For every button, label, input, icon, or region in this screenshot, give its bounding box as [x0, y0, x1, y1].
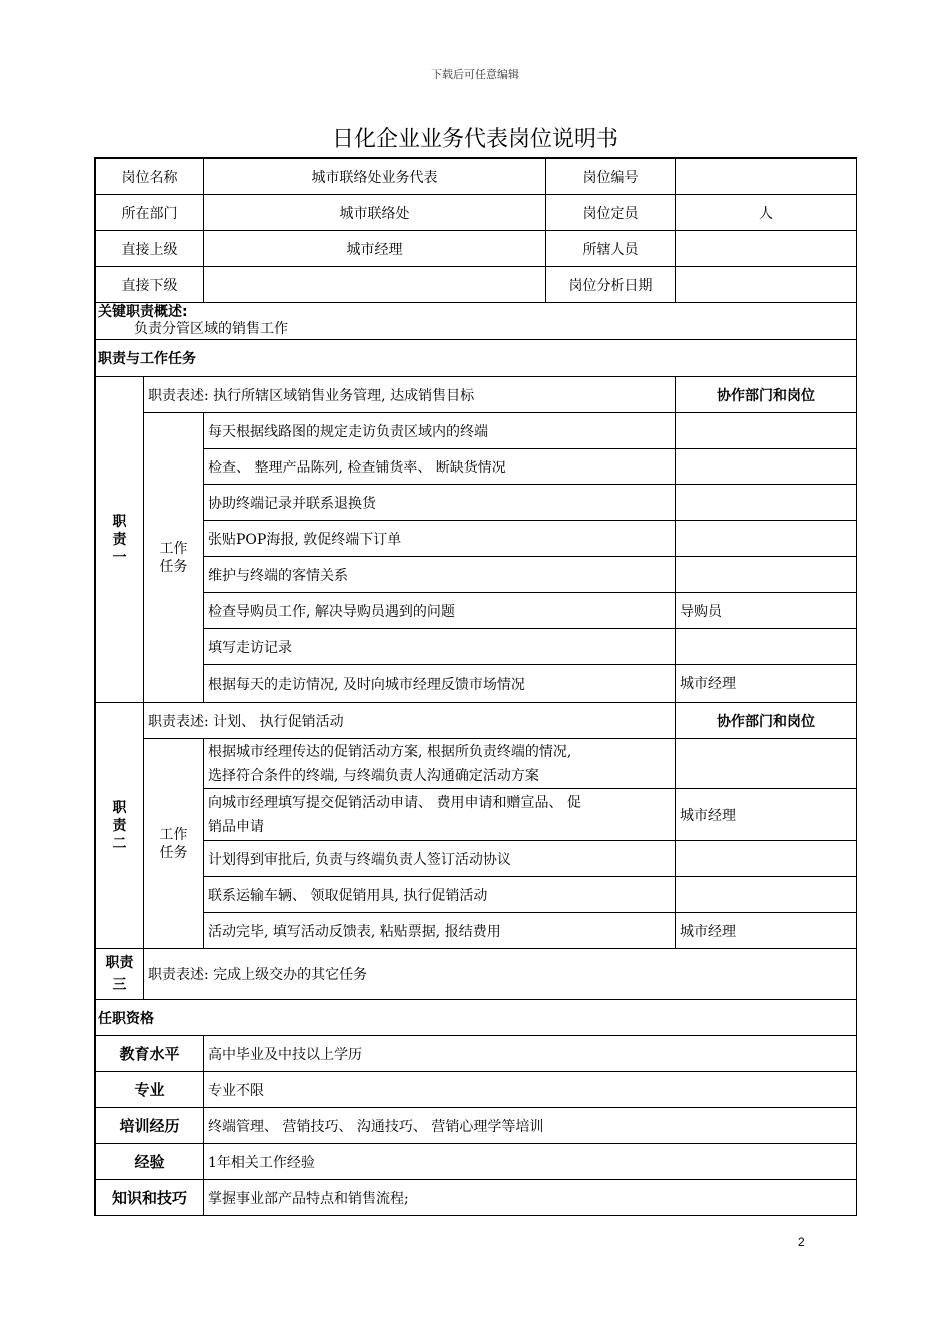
subordinate-label: 直接下级 — [95, 266, 204, 303]
skills-label: 知识和技巧 — [95, 1179, 204, 1216]
superior-label: 直接上级 — [95, 230, 204, 267]
duty2-task-5: 活动完毕, 填写活动反馈表, 粘贴票据, 报结费用 — [203, 912, 676, 949]
duty1-task-1: 每天根据线路图的规定走访负责区域内的终端 — [203, 412, 676, 449]
major-value: 专业不限 — [203, 1071, 857, 1108]
document-title: 日化企业业务代表岗位说明书 — [331, 127, 618, 152]
duty2-task-2-collab: 城市经理 — [675, 788, 857, 841]
duty2-task-1-collab — [675, 738, 857, 789]
experience-value: 1年相关工作经验 — [203, 1143, 857, 1180]
headcount-value: 人 — [675, 194, 857, 231]
duty2-task-4: 联系运输车辆、 领取促销用具, 执行促销活动 — [203, 876, 676, 913]
training-label: 培训经历 — [95, 1107, 204, 1144]
duty1-task-6-collab: 导购员 — [675, 592, 857, 629]
duty1-task-6: 检查导购员工作, 解决导购员遇到的问题 — [203, 592, 676, 629]
duty1-task-8-collab: 城市经理 — [675, 664, 857, 703]
education-label: 教育水平 — [95, 1035, 204, 1072]
duty1-tasks-label: 工作 任务 — [143, 412, 204, 703]
subordinate-value — [203, 266, 546, 303]
duty1-task-4-collab — [675, 520, 857, 557]
duty2-task-3-collab — [675, 840, 857, 877]
skills-value: 掌握事业部产品特点和销售流程; — [203, 1179, 857, 1216]
position-name-value: 城市联络处业务代表 — [203, 158, 546, 195]
duty1-collab-header: 协作部门和岗位 — [675, 376, 857, 413]
duty2-task-1: 根据城市经理传达的促销活动方案, 根据所负责终端的情况, 选择符合条件的终端, 与终端负责人沟通确定活动方案 — [203, 738, 676, 789]
page-number: 2 — [798, 1235, 805, 1249]
duty1-task-2-collab — [675, 448, 857, 485]
duty2-task-5-collab: 城市经理 — [675, 912, 857, 949]
duty2-task-2: 向城市经理填写提交促销活动申请、 费用申请和赠宣品、 促 销品申请 — [203, 788, 676, 841]
position-name-label: 岗位名称 — [95, 158, 204, 195]
analysis-date-value — [675, 266, 857, 303]
headcount-label: 岗位定员 — [545, 194, 676, 231]
training-value: 终端管理、 营销技巧、 沟通技巧、 营销心理学等培训 — [203, 1107, 857, 1144]
duty1-task-2: 检查、 整理产品陈列, 检查铺货率、 断缺货情况 — [203, 448, 676, 485]
duty1-task-8: 根据每天的走访情况, 及时向城市经理反馈市场情况 — [203, 664, 676, 703]
duty1-task-1-collab — [675, 412, 857, 449]
duty2-statement: 职责表述: 计划、 执行促销活动 — [143, 702, 676, 739]
duty1-task-7: 填写走访记录 — [203, 628, 676, 665]
duty2-label: 职 责 二 — [95, 702, 144, 949]
managed-label: 所辖人员 — [545, 230, 676, 267]
duty1-task-3-collab — [675, 484, 857, 521]
duty1-task-3: 协助终端记录并联系退换货 — [203, 484, 676, 521]
duty2-collab-header: 协作部门和岗位 — [675, 702, 857, 739]
analysis-date-label: 岗位分析日期 — [545, 266, 676, 303]
superior-value: 城市经理 — [203, 230, 546, 267]
summary-heading: 关键职责概述: — [98, 304, 188, 320]
duty3-statement: 职责表述: 完成上级交办的其它任务 — [143, 948, 857, 1000]
duty2-task-3: 计划得到审批后, 负责与终端负责人签订活动协议 — [203, 840, 676, 877]
education-value: 高中毕业及中技以上学历 — [203, 1035, 857, 1072]
summary-text: 负责分管区域的销售工作 — [134, 321, 288, 337]
qualifications-heading: 任职资格 — [95, 999, 857, 1036]
summary-block — [95, 302, 857, 340]
position-code-label: 岗位编号 — [545, 158, 676, 195]
experience-label: 经验 — [95, 1143, 204, 1180]
duty2-tasks-label: 工作 任务 — [143, 738, 204, 949]
department-label: 所在部门 — [95, 194, 204, 231]
position-code-value — [675, 158, 857, 195]
duty3-label: 职责 三 — [95, 948, 144, 1000]
job-description-table — [94, 157, 857, 1216]
managed-value — [675, 230, 857, 267]
duty1-task-5-collab — [675, 556, 857, 593]
duty1-label: 职 责 一 — [95, 376, 144, 703]
duties-heading: 职责与工作任务 — [95, 339, 857, 377]
duty2-task-4-collab — [675, 876, 857, 913]
duty1-task-7-collab — [675, 628, 857, 665]
duty1-task-4: 张贴POP海报, 敦促终端下订单 — [203, 520, 676, 557]
duty1-task-5: 维护与终端的客情关系 — [203, 556, 676, 593]
department-value: 城市联络处 — [203, 194, 546, 231]
duty1-statement: 职责表述: 执行所辖区域销售业务管理, 达成销售目标 — [143, 376, 676, 413]
major-label: 专业 — [95, 1071, 204, 1108]
header-note: 下载后可任意编辑 — [431, 68, 519, 81]
